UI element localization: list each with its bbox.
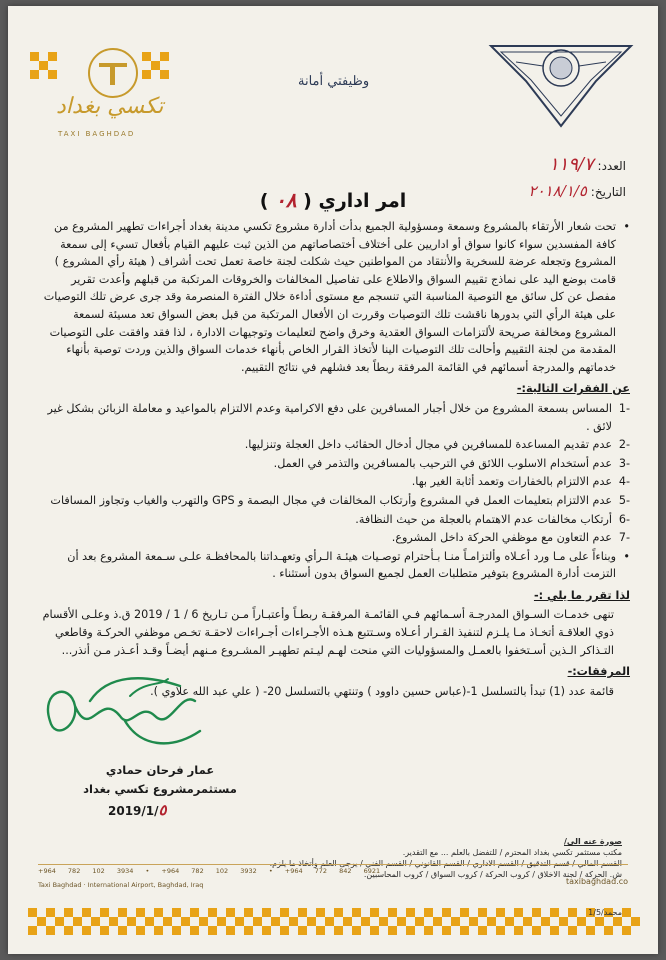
number-value: ١١٩/٧: [548, 154, 594, 175]
commitment-paragraph: • وبناءاً على مـا ورد أعـلاه وألتزامـاً منـا بـأحترام توصـيات هيئـة الـرأي وتعهـداتنا بالمحافظـة علـى سـمعة المشروع بعد أن التزمت أدارة المشروع بتوفير متطلبات العمل لجميع السواق بدون أستثناء .: [42, 548, 630, 583]
copies-line: ش. الحركة / لجنة الاخلاق / كروب الحركة / كروب السواق / كروب المحاسبين.: [363, 870, 622, 879]
document-page: [8, 6, 658, 954]
number-label: العدد:: [597, 159, 626, 173]
copies-line: القسم المالي / قسم التدقيق / القسم الاداري / القسم القانوني / القسم الفني / يرجى العلم وأتخاذ ما يلزم.: [269, 859, 622, 868]
signatory-name: عمار فرحان حمادي: [105, 763, 215, 777]
attachment-line: قائمة عدد (1) تبدأ بالتسلسل 1-(عباس حسين داوود ) وتنتهي بالتسلسل 20- ( علي عبد الله علاوي ).: [150, 684, 614, 698]
list-item: -6 أرتكاب مخالفات عدم الاهتمام بالعجلة من حيث النظافة.: [355, 512, 630, 526]
copies-line: مكتب مستثمر تكسي بغداد المحترم / للتفضل بالعلم ... مع التقدير.: [402, 848, 622, 857]
order-title-text: امر اداري (: [303, 190, 407, 212]
points-heading: عن الفقرات التالية:-: [516, 382, 630, 396]
decision-paragraph: تنهى خدمـات السـواق المدرجـة أسـمائهم فـي القائمـة المرفقـة ربطـاً وأعتبـاراً مـن تـاريخ 6 / 1 / 2019 ق.ذ وعلـى الأقسام ذوي العلاقـة أتخـاذ مـا يلـزم لتنفيذ القـرار أعـلاه وسـتتبع هـذه الأجـراءات أجـراءات لاحقـة تخـص موظفي الحركـة وقاطعي التـذاكر الـذين أسـتخفوا بالعمـل والمسؤوليات التي منحت لهـم ليـتم تطهيـر المشـروع مـنهم أيضـاً وقـد أعـذر مـن أنذر...: [42, 608, 614, 657]
logo-arabic-text: تكسي بغداد: [56, 94, 164, 119]
taxi-t-logo-icon: [88, 48, 138, 98]
footer-phones: +964 782 102 3934 • +964 782 102 3932 • +964 772 842 6921: [38, 867, 381, 875]
copies-heading: صورة عنه الى/: [564, 837, 622, 846]
date-label: التاريخ:: [590, 185, 626, 199]
handwritten-signature-icon: [30, 661, 210, 761]
document-body: [42, 218, 630, 704]
list-item: -5 عدم الالتزام بتعليمات العمل في المشروع وأرتكاب المخالفات في مجال البصمة و GPS والتهرب والغياب وتجاوز المسافات: [50, 493, 630, 507]
decision-heading: لذا تقرر ما يلي :-: [533, 588, 630, 602]
list-item: -2 عدم تقديم المساعدة للمسافرين في مجال أدخال الحقائب داخل العجلة وتنزليها.: [244, 438, 630, 452]
list-item: -7 عدم التعاون مع موظفي الحركة داخل المشروع.: [391, 531, 630, 545]
letterhead-footer: [38, 864, 628, 895]
list-item: -1 المساس بسمعة المشروع من خلال أجبار المسافرين على دفع الاكرامية وعدم الالتزام بالمواعيد و معاملة الزبائن بشكل غير لائق .: [47, 401, 630, 433]
footer-address: Taxi Baghdad · International Airport, Baghdad, Iraq: [38, 881, 204, 889]
signatory-title: مستثمرمشروع تكسي بغداد: [83, 782, 237, 796]
footer-website: taxibaghdad.co: [565, 877, 628, 886]
airport-emblem-icon: [486, 36, 636, 131]
motto: وظيفتي أمانة: [298, 74, 370, 89]
violations-list: [42, 400, 630, 547]
document-number: [549, 154, 626, 175]
signatory-block: [80, 761, 240, 799]
signature-date: 2019/1/٥: [108, 801, 167, 819]
footer-checker-pattern-icon: [8, 900, 658, 950]
list-item: -3 عدم أستخدام الاسلوب اللائق في الترحيب بالمسافرين والتذمر في العمل.: [273, 456, 630, 470]
order-title-close: ): [259, 190, 269, 212]
signature-date-day: ٥: [158, 801, 167, 819]
order-number: ٠٨: [275, 188, 297, 212]
page-mark: محمد/1/5: [588, 908, 622, 917]
intro-paragraph: • تحت شعار الأرتقاء بالمشروع وسمعة ومسؤولية الجميع بدأت أدارة مشروع تكسي مدينة بغداد أجراءات تطهير المشروع من كافة المفسدين سواء كانوا سواق أو اداريين على أختلاف أختصاصاتهم من الذين ثبت عليهم القيام بأفعال تسيء إلى سمعة المشروع وتجعله عرضة للسخرية والأنتقاد من المواطنين حيث شكلت لجنة خاصة تعمل تحت أشراف ( هيئة رأي المشروع ) قامت بوضع اليد على نماذج تقييم السواق والاطلاع على تفاصيل المخالفات والخروقات المرتكبة من قبلهم وأعدت تقرير مفصل عن كل سائق مع التوصية المناسبة التي تنسجم مع مستوى أداءة خلال الفترة المنصرمة وقد جرى عرض تلك التوصيات على هيئة الرأي التي بدورها ناقشت تلك التوصيات وقررت ان الأفعال المرتكبة من قبل بعض السواق تعد مسيئة لسمعة المشروع ومخالفة صريحة لألتزامات السواق العقدية وخرق واضح لتعليمات وتوجيهات الادارة ، لذا فقد وافقت على التوصيات المقدمة من لجنة التقييم وأحالت تلك التوصيات الينا لأتخاذ القرار الخاص بأنهاء خدمات السواق والذين وردت توصية بأنهاء خدماتهم والمدرجة أسمائهم في القائمة المرفقة ربطاً بعد فشلهم في نتائج التقييم.: [42, 218, 630, 376]
date-value: ٢٠١٨/١/٥: [528, 182, 587, 200]
attachments-heading: المرفقات:-: [567, 665, 630, 679]
order-title: [8, 188, 658, 212]
logo-english-text: TAXI BAGHDAD: [58, 130, 136, 138]
list-item: -4 عدم الالتزام بالخفارات وتعمد أثابة الغير بها.: [411, 475, 630, 489]
